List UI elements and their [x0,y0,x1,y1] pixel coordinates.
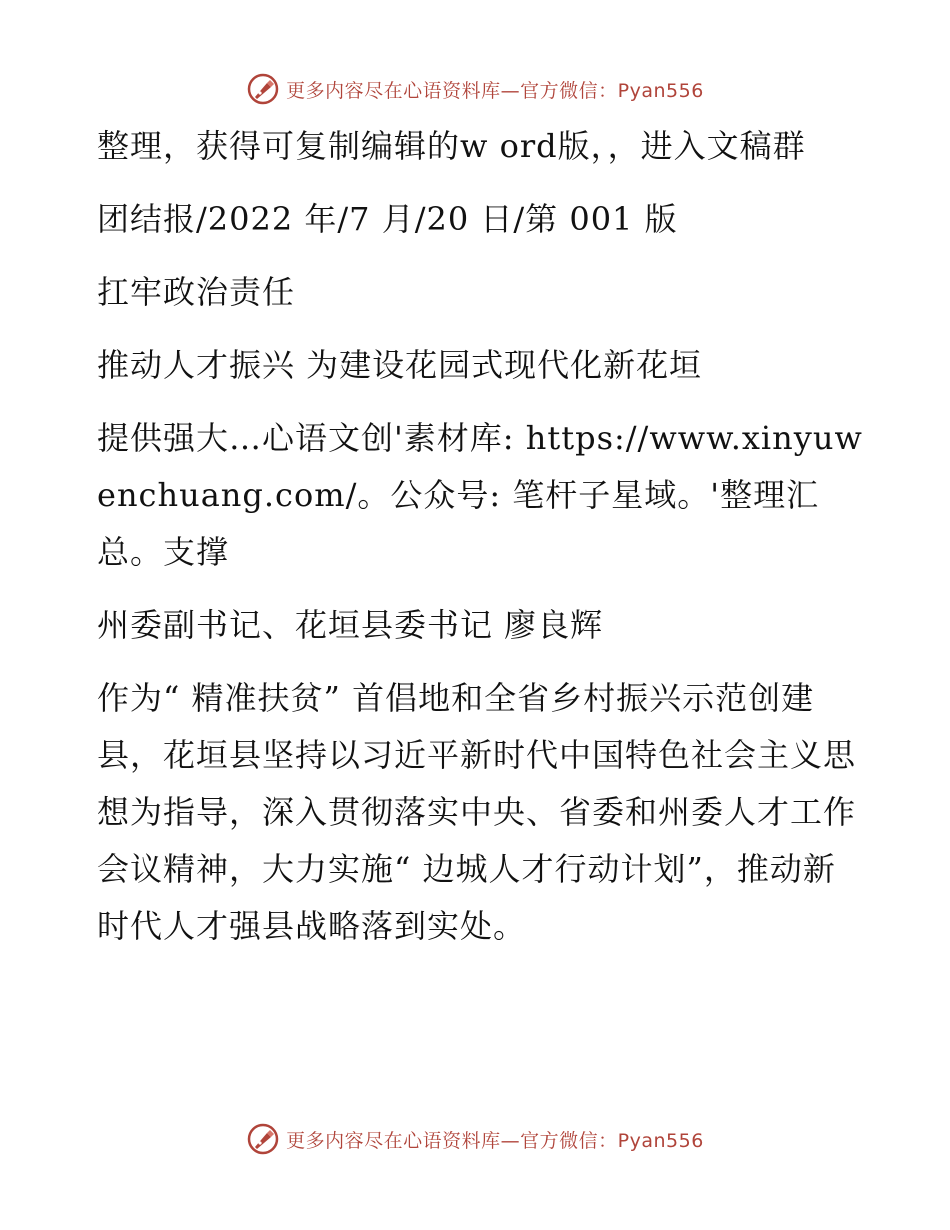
paragraph-headline-1: 扛牢政治责任 [97,273,296,311]
paragraph-headline-2: 推动人才振兴 为建设花园式现代化新花垣 [97,346,703,384]
paragraph-intro: 整理，获得可复制编辑的w ord版，，进入文稿群 [97,127,806,165]
paragraph-source: 团结报/2022 年/7 月/20 日/第 001 版 [97,200,678,238]
paragraph-body: 作为“ 精准扶贫” 首倡地和全省乡村振兴示范创建县，花垣县坚持以习近平新时代中国特色社会主义思想为指导，深入贯彻落实中央、省委和州委人才工作会议精神，大力实施“ 边城人才行动计划”，推动新时代人才强县战略落到实处。 [97,679,857,945]
pen-nib-logo-icon [246,72,280,106]
watermark-text: 更多内容尽在心语资料库—官方微信：Pyan556 [286,79,704,102]
watermark-header [0,72,950,106]
paragraph-headline-3: 提供强大…心语文创'素材库: https://www.xinyuwenchuang.com/。公众号: 笔杆子星域。'整理汇总。支撑 [97,419,863,571]
article-body [97,118,867,971]
watermark-footer [0,1122,950,1156]
paragraph-author: 州委副书记、花垣县委书记 廖良辉 [97,606,604,644]
watermark-text: 更多内容尽在心语资料库—官方微信：Pyan556 [286,1129,704,1152]
pen-nib-logo-icon [246,1122,280,1156]
